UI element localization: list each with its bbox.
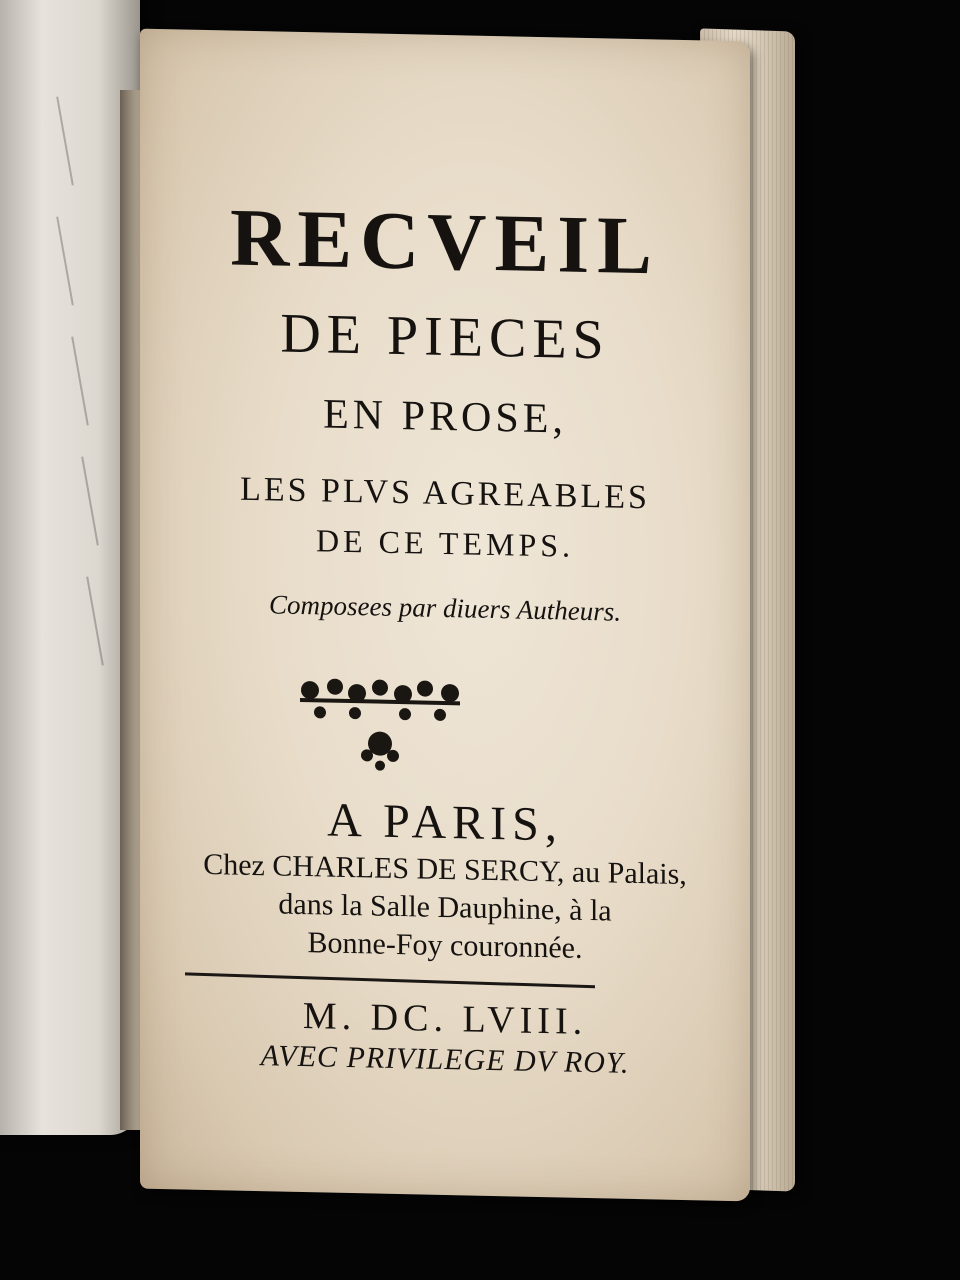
imprint-place: A PARIS, [327, 793, 563, 852]
title-line-temps: DE CE TEMPS. [315, 522, 575, 564]
title-line-recueil: RECVEIL [230, 191, 660, 292]
privilege-line: AVEC PRIVILEGE DV ROY. [260, 1039, 630, 1080]
handwriting-mark [56, 97, 74, 186]
title-line-pieces: DE PIECES [280, 302, 610, 372]
handwriting-mark [71, 337, 89, 426]
title-line-composees: Composees par diuers Autheurs. [268, 589, 621, 627]
printers-ornament [295, 672, 465, 776]
imprint-line-2: dans la Salle Dauphine, à la [278, 887, 612, 928]
left-flyleaf [0, 0, 140, 1135]
handwriting-mark [81, 457, 99, 546]
title-page-text [140, 29, 750, 1202]
imprint-line-1: Chez CHARLES DE SERCY, au Palais, [203, 847, 687, 892]
imprint-date: M. DC. LVIII. [302, 995, 588, 1043]
handwriting-mark [56, 217, 74, 306]
title-page [140, 29, 750, 1202]
handwriting-mark [86, 577, 104, 666]
title-line-agreables: LES PLVS AGREABLES [240, 470, 650, 517]
horizontal-rule [185, 972, 595, 988]
title-line-prose: EN PROSE, [323, 391, 567, 443]
imprint-line-3: Bonne-Foy couronnée. [307, 926, 583, 965]
